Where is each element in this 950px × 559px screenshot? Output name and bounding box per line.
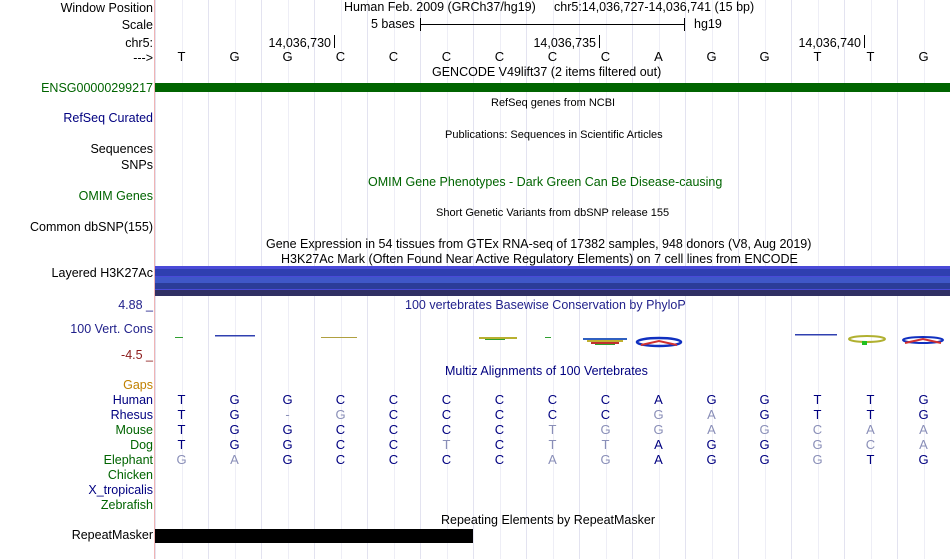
reference-base: T [177,49,186,64]
gaps-label[interactable]: Gaps [123,378,153,392]
reference-base: G [282,49,293,64]
species-label-dog[interactable]: Dog [130,438,153,452]
scale-db: hg19 [694,17,722,31]
h3k27ac-layer-3 [155,283,950,289]
h3k27ac-layer-4 [155,290,950,296]
reference-base: T [866,49,875,64]
alignment-base: C [812,422,823,437]
chrom-label: chr5: [125,36,153,50]
species-label-elephant[interactable]: Elephant [103,453,153,467]
reference-base: C [547,49,558,64]
cons-col-1 [215,335,255,337]
cons-col-8 [583,338,627,345]
alignment-base: C [335,422,346,437]
species-label-rhesus[interactable]: Rhesus [110,408,153,422]
alignment-base: A [230,452,239,467]
alignment-base: T [177,437,186,452]
alignment-base: G [706,437,717,452]
cons-col-14 [903,337,943,343]
alignment-base: G [918,407,929,422]
alignment-base: A [654,437,663,452]
reference-base: G [706,49,717,64]
species-label-x_tropicalis[interactable]: X_tropicalis [88,483,153,497]
alignment-base: A [707,422,716,437]
alignment-base: A [548,452,557,467]
alignment-base: G [282,422,293,437]
cons-col-6 [479,337,517,340]
window-position-label: Window Position [60,1,153,15]
publications-track-title: Publications: Sequences in Scientific Articles [445,129,663,141]
reference-base: G [229,49,240,64]
alignment-base: G [600,422,611,437]
alignment-base: G [282,392,293,407]
scale-text: 5 bases [371,17,415,31]
refseq-track-title: RefSeq genes from NCBI [491,97,616,109]
multiz-track-title: Multiz Alignments of 100 Vertebrates [445,364,648,378]
alignment-base: G [229,392,240,407]
alignment-base: C [600,392,611,407]
alignment-base: G [229,407,240,422]
cons-col-3 [321,337,357,338]
reference-base: T [813,49,822,64]
h3k27ac-track-title: H3K27Ac Mark (Often Found Near Active Regulatory Elements) on 7 cell lines from ENCODE [281,252,798,266]
cons-col-9 [637,338,681,346]
phylop-track-title: 100 vertebrates Basewise Conservation by PhyloP [405,298,686,312]
alignment-base: G [600,452,611,467]
alignment-base: G [759,452,770,467]
species-label-chicken[interactable]: Chicken [107,468,153,482]
alignment-base: T [177,407,186,422]
scale-bar [420,24,685,25]
dbsnp-track-title: Short Genetic Variants from dbSNP release 155 [436,207,670,219]
alignment-base: C [494,407,505,422]
alignment-base: C [335,437,346,452]
gencode-gene-label[interactable]: ENSG00000299217 [41,81,153,95]
cons-col-7 [545,337,551,338]
alignment-base: G [176,452,187,467]
alignment-base: T [548,422,557,437]
alignment-base: G [812,437,823,452]
refseq-label[interactable]: RefSeq Curated [63,111,153,125]
cons-col-13 [849,336,885,345]
alignment-base: T [442,437,451,452]
position-text[interactable]: chr5:14,036,727-14,036,741 (15 bp) [554,0,755,14]
alignment-base: C [494,422,505,437]
phylop-label[interactable]: 100 Vert. Cons [70,322,153,336]
alignment-base: C [494,392,505,407]
h3k27ac-signal[interactable] [155,266,950,296]
gencode-track-title: GENCODE V49lift37 (2 items filtered out) [432,65,662,79]
alignment-base: C [865,437,876,452]
ruler-coordinate-label: 14,036,735 [533,36,596,50]
alignment-base: T [866,407,875,422]
dbsnp-label[interactable]: Common dbSNP(155) [30,220,153,234]
alignment-base: C [441,407,452,422]
alignment-base: C [441,392,452,407]
alignment-base: C [600,407,611,422]
alignment-base: G [918,452,929,467]
alignment-base: A [866,422,875,437]
alignment-base: G [706,452,717,467]
ruler-coordinate-label: 14,036,740 [798,36,861,50]
alignment-base: C [547,407,558,422]
snps-label[interactable]: SNPs [121,158,153,172]
alignment-base: G [653,422,664,437]
alignment-base: A [919,437,928,452]
alignment-base: T [866,452,875,467]
ruler-tick [599,35,600,48]
reference-base: G [759,49,770,64]
alignment-base: C [388,407,399,422]
ruler-coordinate-label: 14,036,730 [268,36,331,50]
omim-track-title: OMIM Gene Phenotypes - Dark Green Can Be Disease-causing [368,175,723,189]
alignment-base: T [177,392,186,407]
species-label-mouse[interactable]: Mouse [115,423,153,437]
alignment-base: G [812,452,823,467]
reference-base: C [441,49,452,64]
scale-bar-right-tick [684,18,685,31]
alignment-base: C [388,392,399,407]
direction-label: ---> [133,51,153,65]
phylop-max-label: 4.88 _ [118,298,153,312]
gencode-gene-bar[interactable] [155,83,950,92]
alignment-base: T [813,407,822,422]
alignment-base: T [813,392,822,407]
alignment-base: A [654,452,663,467]
conservation-logos [155,327,950,351]
alignment-base: C [441,422,452,437]
gtex-track-title: Gene Expression in 54 tissues from GTEx RNA-seq of 17382 samples, 948 donors (V8, Aug 2019) [266,237,812,251]
alignment-base: T [548,437,557,452]
alignment-base: G [282,452,293,467]
alignment-base: A [654,392,663,407]
reference-base: A [654,49,663,64]
alignment-base: C [335,452,346,467]
ruler-tick [864,35,865,48]
cons-col-12 [795,334,837,336]
alignment-base: T [601,437,610,452]
reference-base: G [918,49,929,64]
alignment-base: G [918,392,929,407]
alignment-base: T [866,392,875,407]
alignment-base: C [547,392,558,407]
alignment-base: C [494,437,505,452]
reference-base: C [335,49,346,64]
h3k27ac-layer-1 [155,269,950,276]
alignment-base: A [707,407,716,422]
ruler-tick [334,35,335,48]
alignment-base: G [335,407,346,422]
phylop-min-label: -4.5 _ [121,348,153,362]
alignment-base: C [494,452,505,467]
alignment-base: G [759,437,770,452]
sequences-label[interactable]: Sequences [90,142,153,156]
alignment-base: G [282,437,293,452]
alignment-base: C [441,452,452,467]
alignment-base: G [759,392,770,407]
alignment-base: - [285,407,290,422]
assembly-text: Human Feb. 2009 (GRCh37/hg19) [344,0,536,14]
cons-col-0 [175,337,183,338]
alignment-base: C [388,452,399,467]
alignment-base: G [653,407,664,422]
alignment-base: G [706,392,717,407]
alignment-base: G [759,407,770,422]
alignment-base: G [229,437,240,452]
reference-base: C [494,49,505,64]
h3k27ac-label[interactable]: Layered H3K27Ac [51,266,153,280]
repeatmasker-element[interactable] [155,529,473,543]
alignment-base: T [177,422,186,437]
alignment-base: G [229,422,240,437]
alignment-base: A [919,422,928,437]
alignment-base: C [388,437,399,452]
omim-label[interactable]: OMIM Genes [78,189,153,203]
reference-base: C [600,49,611,64]
reference-base: C [388,49,399,64]
scale-bar-left-tick [420,18,421,31]
repeatmasker-track-title: Repeating Elements by RepeatMasker [441,513,656,527]
species-label-zebrafish[interactable]: Zebrafish [100,498,153,512]
alignment-base: G [759,422,770,437]
repeatmasker-label[interactable]: RepeatMasker [71,528,153,542]
species-label-human[interactable]: Human [112,393,153,407]
scale-label: Scale [121,18,153,32]
alignment-base: C [388,422,399,437]
alignment-base: C [335,392,346,407]
